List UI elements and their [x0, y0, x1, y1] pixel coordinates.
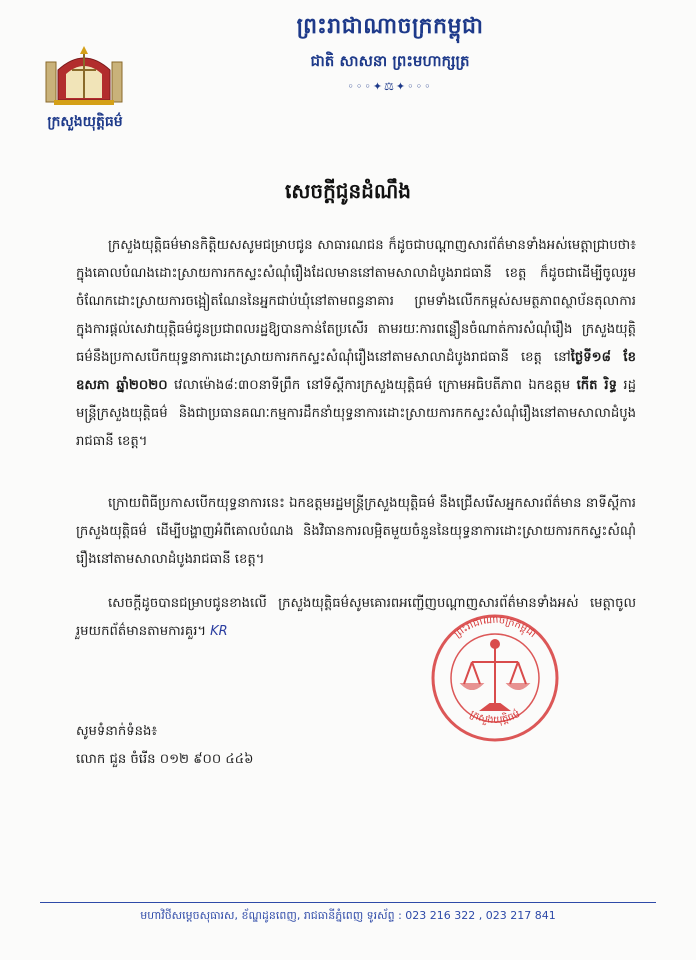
paragraph-1-part-a: ក្រសួងយុត្តិធម៌មានកិត្តិយសសូមជម្រាបជូន សាធារណជន ក៏ដូចជាបណ្តាញសារព័ត៌មានទាំងអស់មេត្តាជ្រាបថា៖ ក្នុងគោលបំណងដោះស្រាយការកកស្ទះសំណុំរឿងដែលមាននៅតាមសាលាដំបូងរាជធានី ខេត្ត ក៏ដូចជាដើម្បីចូលរួមចំណែកដោះស្រាយការចង្អៀតណែននៃអ្នកជាប់ឃុំនៅតាមពន្ធនាគារ ព្រមទាំងលើកកម្ពស់សមត្ថភាពស្ថាប័នតុលាការក្នុងការផ្តល់សេវាយុត្តិធម៌ជូនប្រជាពលរដ្ឋឱ្យបានកាន់តែប្រសើរ តាមរយៈការពន្លឿនចំណាត់ការសំណុំរឿង ក្រសួងយុត្តិធម៌នឹងប្រកាសបើកយុទ្ធនាការដោះស្រាយការកកស្ទះសំណុំរឿងនៅតាមសាលាដំបូងរាជធានី ខេត្ត នៅ [76, 238, 636, 365]
ministry-name: ក្រសួងយុត្តិធម៌ [47, 114, 123, 130]
paragraph-1-part-c: រដ្ឋមន្ត្រីក្រសួងយុត្តិធម៌ និងជាប្រធានគណៈកម្មការដឹកនាំយុទ្ធនាការដោះស្រាយការកកស្ទះសំណុំរឿងនៅតាមសាលាដំបូងរាជធានី ខេត្ត។ [76, 378, 636, 449]
paragraph-press [76, 490, 636, 574]
footer-divider [40, 902, 656, 903]
paragraph-announcement [76, 232, 636, 456]
national-motto: ជាតិ សាសនា ព្រះមហាក្សត្រ [310, 52, 470, 70]
footer-address: មហាវិថីសម្តេចសុធារស, ខ័ណ្ឌដូនពេញ, រាជធានីភ្នំពេញ ទូរស័ព្ទ : 023 216 322 , 023 217 841 [140, 909, 556, 922]
seal-bottom-text: ក្រសួងយុត្តិធម៌ [467, 708, 523, 727]
document-title: សេចក្តីជូនដំណឹង [285, 179, 411, 203]
seal-top-text: ព្រះរាជាណាចក្រកម្ពុជា [452, 614, 538, 641]
official-seal [420, 612, 570, 744]
ornament-divider: ◦◦◦✦⚖✦◦◦◦ [347, 80, 433, 93]
paragraph-2-text: ក្រោយពិធីប្រកាសបើកយុទ្ធនាការនេះ ឯកឧត្តមរដ្ឋមន្ត្រីក្រសួងយុត្តិធម៌ នឹងជ្រើសរើសអ្នកសារព័ត៌មាន នាទីស្តីការក្រសួងយុត្តិធម៌ ដើម្បីបង្ហាញអំពីគោលបំណង និងវិធានការលម្អិតមួយចំនួននៃយុទ្ធនាការដោះស្រាយការកកស្ទះសំណុំរឿងនៅតាមសាលាដំបូងរាជធានី ខេត្ត។ [76, 496, 636, 567]
paragraph-3-body: សេចក្តីដូចបានជម្រាបជូនខាងលើ ក្រសួងយុត្តិធម៌សូមគោរពអញ្ជើញបណ្តាញសារព័ត៌មានទាំងអស់ មេត្តាចូលរួមយកព័ត៌មានតាមការគួរ។ [76, 596, 636, 639]
kingdom-title: ព្រះរាជាណាចក្រកម្ពុជា [296, 14, 484, 39]
paragraph-1-part-b: វេលាម៉ោង៨:៣០នាទីព្រឹក នៅទីស្តីការក្រសួងយុត្តិធម៌ ក្រោមអធិបតីភាព ឯកឧត្តម [167, 378, 577, 393]
event-date: ថ្ងៃទី១៨ ខែឧសភា ឆ្នាំ២០២០ [76, 350, 636, 393]
contact-label: សូមទំនាក់ទំនង៖ [76, 724, 158, 739]
scales-of-justice-icon [462, 640, 528, 710]
contact-person: លោក ជួន ចំរើន ០១២ ៩០០ ៤៤៦ [76, 752, 254, 767]
paragraph-1-text [76, 232, 636, 456]
ministry-emblem-icon [38, 40, 130, 110]
minister-name: កើត រិទ្ធ [576, 378, 617, 393]
signature-initials: KR [210, 624, 228, 639]
